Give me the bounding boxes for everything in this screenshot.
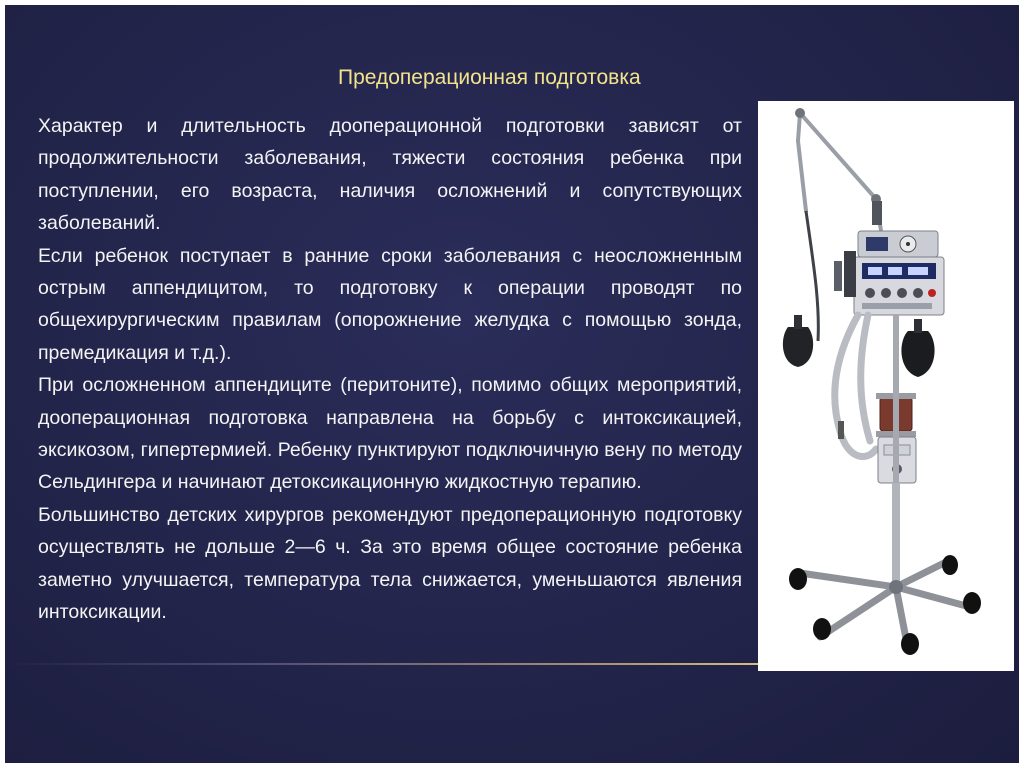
paragraph-1: Характер и длительность дооперационной подготовки зависят от продолжительности заболевания, тяжести состояния ребенка при поступлении, его возраста, наличия осложнений и сопутствующих заболеваний. xyxy=(38,115,742,235)
slide xyxy=(5,5,1019,763)
anesthesia-ventilator-machine-icon xyxy=(758,101,1014,671)
paragraph-3: При осложненном аппендиците (перитоните), помимо общих мероприятий, дооперационная подготовка направлена на борьбу с интоксикацией, эксикозом, гипертермией. Ребенку пунктируют подключичную вену по методу Сельдингера и начинают детоксикационную жидкостную терапию. xyxy=(38,374,742,494)
equipment-photo xyxy=(758,101,1014,671)
slide-body xyxy=(38,110,742,629)
text-underline-divider xyxy=(5,663,765,665)
slide-title: Предоперационная подготовка xyxy=(338,66,641,89)
paragraph-2: Если ребенок поступает в ранние сроки заболевания с неосложненным острым аппендицитом, то подготовку к операции проводят по общехирургическим правилам (опорожнение желудка с помощью зонда, премедикация и т.д.). xyxy=(38,244,742,364)
paragraph-4: Большинство детских хирургов рекомендуют предоперационную подготовку осуществлять не дольше 2—6 ч. За это время общее состояние ребенка заметно улучшается, температура тела снижается, уменьшаются явления интоксикации. xyxy=(38,503,742,624)
